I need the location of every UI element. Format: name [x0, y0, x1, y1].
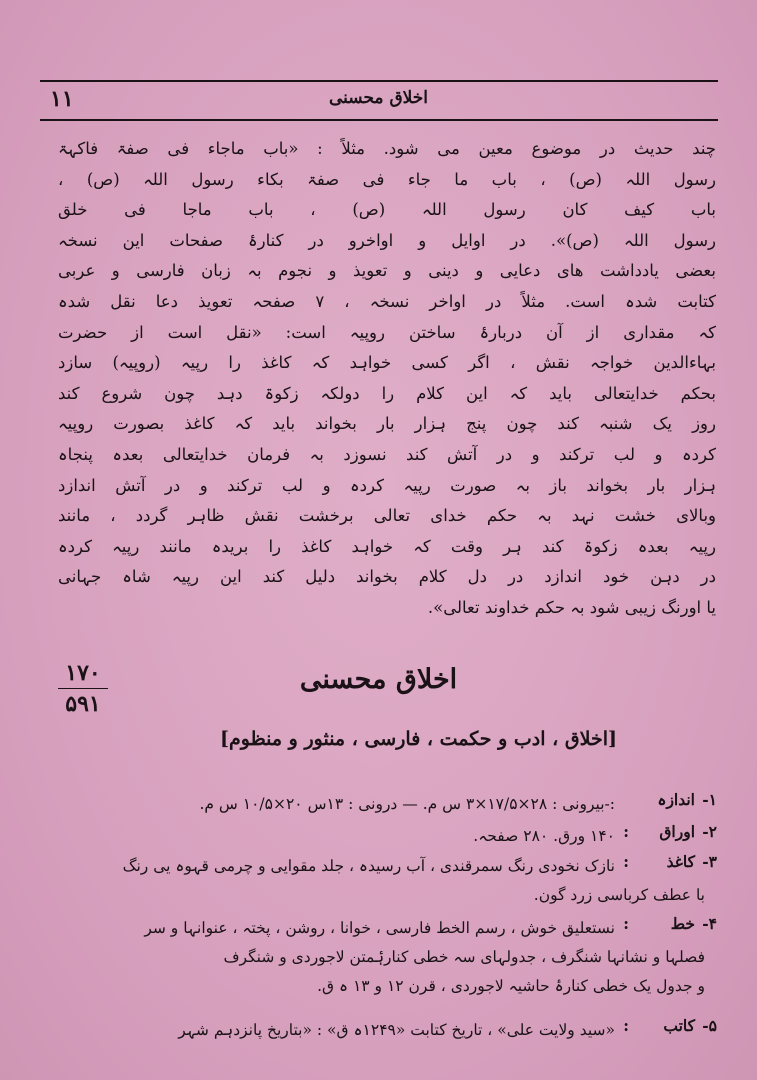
field-value [37, 914, 705, 1001]
field-value [37, 822, 615, 851]
field-value-line: ۱۴۰ ورق. ۲۸۰ صفحہ. [473, 827, 615, 845]
field-value-line: نازک نخودی رنگ سمرقندی ، آب رسیدہ ، جلد مقوایی و چرمی قہوہ یی رنگ [122, 857, 615, 875]
entry-subject: [اخلاق ، ادب و حکمت ، فارسی ، منثور و منظوم] [220, 728, 617, 750]
body-line: در دہن خود اندازد در دل کلام بخواند دلیل کند این رپیہ شاہ جہانی [58, 567, 716, 587]
field-label: اندازہ [657, 790, 695, 809]
body-line: رسول اللہ (ص)». در اوایل و اواخرو در کنارۂ صفحات این نسخہ [58, 230, 716, 250]
field-value-line: فصلہا و نشانہا شنگرف ، جدولہای سہ خطی کنارۂمتن لاجوردی و شنگرف [223, 948, 705, 966]
body-line: بحکم خدایتعالی باید کہ این کلام را دولکہ زکوۃ دہد چون شروع کند [58, 383, 716, 403]
field-label: اوراق [659, 822, 695, 841]
body-line: رپیہ بعدہ زکوۃ کند ہر وقت کہ خواہد کاغذ را بریدہ مانند رپیہ کردہ [58, 536, 716, 556]
body-line: رسول اللہ (ص) ، باب ما جاء فی صفۃ بکاء رسول اللہ (ص) ، [58, 169, 716, 189]
field-colon: : [623, 822, 629, 841]
field-value [37, 1016, 615, 1045]
running-header-title: اخلاق محسنی [328, 88, 429, 108]
field-colon: : [623, 1016, 629, 1035]
field-number: ۵- [702, 1016, 717, 1035]
entry-number-bottom: ۵۹۱ [65, 691, 101, 717]
body-line: یا اورنگ زیبی شود بہ حکم خداوند تعالی». [427, 597, 716, 617]
body-line: روز یک شنبہ کند چون پنج ہزار بار بخواند باید کہ کاغذ بصورت روپیہ [58, 414, 716, 434]
field-value-line: :-بیرونی : ۲۸×۱۷/۵×۳ س م. — درونی : ۱۳س ۲۰×۱۰/۵ س م. [199, 795, 615, 813]
page-number: ۱۱ [50, 86, 74, 112]
body-line: کہ مقداری از آن دربارۂ ساختن روپیہ است: «نقل است از حضرت [58, 322, 716, 342]
entry-title: اخلاق محسنی [299, 664, 458, 695]
field-number: ۴- [702, 914, 717, 933]
field-value-line: «سید ولایت علی» ، تاریخ کتابت «۱۲۴۹ہ ق» : «بتاریخ پانزدہم شہر [178, 1021, 615, 1039]
field-value-line: نستعلیق خوش ، رسم الخط فارسی ، خوانا ، روشن ، پختہ ، عنوانہا و سر [144, 919, 615, 937]
field-number: ۲- [702, 822, 717, 841]
field-label: خط [670, 914, 695, 933]
entry-number-top: ۱۷۰ [58, 660, 108, 689]
body-line: بعضی یادداشت های دعایی و دینی و تعویذ و نجوم بہ زبان فارسی و عربی [58, 261, 716, 281]
body-line: بہاءالدین خواجہ نقش ، اگر کسی خواہد کہ کاغذ را رپیہ (روپیہ) سازد [58, 353, 716, 373]
body-line: باب کیف کان رسول اللہ (ص) ، باب ماجا فی خلق [58, 200, 716, 220]
field-label: کاغذ [666, 852, 695, 871]
field-number: ۱- [702, 790, 717, 809]
field-label: کاتب [663, 1016, 695, 1035]
body-line: کردہ و لب ترکند و در آتش کند نسوزد بہ فرمان خدایتعالی بعدہ پنجاہ [58, 444, 716, 464]
body-paragraph [58, 134, 716, 624]
field-value [37, 790, 615, 819]
body-line: کتابت شدہ است. مثلاً در اواخر نسخہ ، ۷ صفحہ تعویذ دعا نقل شدہ [58, 291, 717, 311]
field-colon: : [623, 914, 629, 933]
body-line: ہزار بار بخواند باز بہ صورت رپیہ کردہ و لب ترکند و در آتش اندازد [58, 475, 716, 495]
header-top-rule [40, 80, 718, 82]
field-number: ۳- [702, 852, 717, 871]
field-value-line: با عطف کرباسی زرد گون. [533, 886, 705, 904]
body-line: چند حدیث در موضوع معین می شود. مثلاً : «باب ماجاء فی صفۃ فاکہۃ [58, 139, 716, 158]
field-value-line: و جدول یک خطی کنارۂ حاشیہ لاجوردی ، قرن ۱۲ و ۱۳ ہ ق. [317, 977, 705, 995]
body-line: وبالای خشت نہد بہ حکم خدای تعالی برخشت نقش ظاہر گردد ، مانند [58, 506, 716, 526]
field-colon: : [623, 852, 629, 871]
header-bottom-rule [40, 119, 718, 121]
